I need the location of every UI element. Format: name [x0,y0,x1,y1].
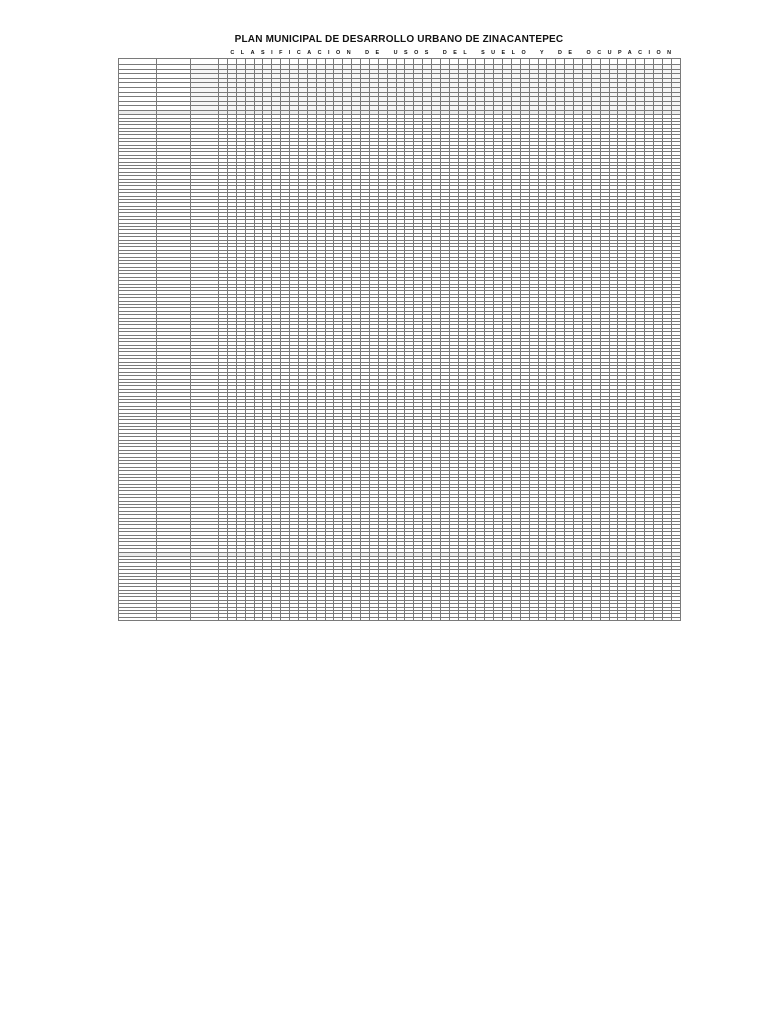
document-sheet [118,18,680,1003]
table-subtitle: CLASIFICACION DE USOS DEL SUELO Y DE OCUPACION [230,50,678,56]
page-title: PLAN MUNICIPAL DE DESARROLLO URBANO DE ZINACANTEPEC [234,34,564,45]
land-use-table [118,58,681,621]
